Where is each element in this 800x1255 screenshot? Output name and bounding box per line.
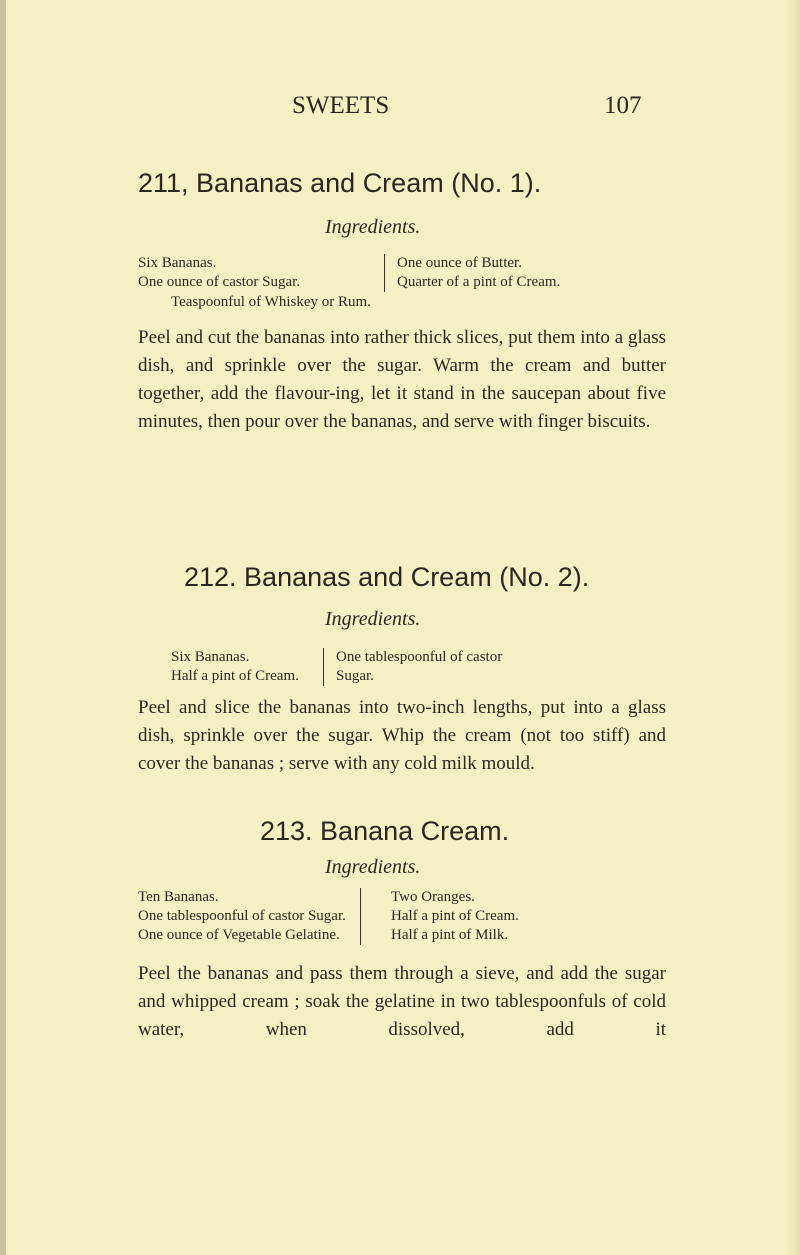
ingredients-list [138,888,519,945]
ingredients-list [138,254,560,292]
ingredient: Half a pint of Cream. [391,908,519,924]
ingredient: Half a pint of Cream. [171,668,299,684]
ingredient: Six Bananas. [171,649,250,665]
recipe-title: 211, Bananas and Cream (No. 1). [138,168,542,198]
ingredient: Sugar. [336,668,374,684]
ingredient: Two Oranges. [391,889,475,905]
ingredients-label: Ingredients. [325,608,421,630]
page-right-edge [786,0,800,1255]
ingredients-label: Ingredients. [325,856,421,878]
page-binding-edge [0,0,6,1255]
ingredient: One ounce of castor Sugar. [138,274,301,290]
recipe-title: 213. Banana Cream. [260,816,510,846]
recipe-method: Peel the bananas and pass them through a sieve, and add the sugar and whipped cream ; soak the gelatine in two tablespoonfuls of cold water, when dissolved, add it [138,963,666,1040]
recipe-title: 212. Bananas and Cream (No. 2). [184,562,590,592]
ingredient: Teaspoonful of Whiskey or Rum. [171,294,371,310]
ingredient: Half a pint of Milk. [391,927,509,943]
ingredient: Ten Bananas. [138,889,219,905]
recipe-method: Peel and cut the bananas into rather thick slices, put them into a glass dish, and sprinkle over the sugar. Warm the cream and butter together, add the flavour-ing, let it stand in the saucepan about five minutes, then pour over the bananas, and serve with finger biscuits. [138,327,666,432]
ingredient: One tablespoonful of castor [336,649,503,665]
ingredient: Quarter of a pint of Cream. [397,274,561,290]
ingredients-list [171,648,502,686]
running-title: SWEETS [292,92,390,119]
ingredients-label: Ingredients. [325,216,421,238]
ingredient: One tablespoonful of castor Sugar. [138,908,346,924]
ingredient: One ounce of Vegetable Gelatine. [138,927,340,943]
ingredient: One ounce of Butter. [397,255,522,271]
recipe-method: Peel and slice the bananas into two-inch lengths, put into a glass dish, sprinkle over the sugar. Whip the cream (not too stiff) and cover the bananas ; serve with any cold milk mould. [138,697,666,774]
page-number: 107 [604,92,642,119]
ingredient: Six Bananas. [138,255,217,271]
